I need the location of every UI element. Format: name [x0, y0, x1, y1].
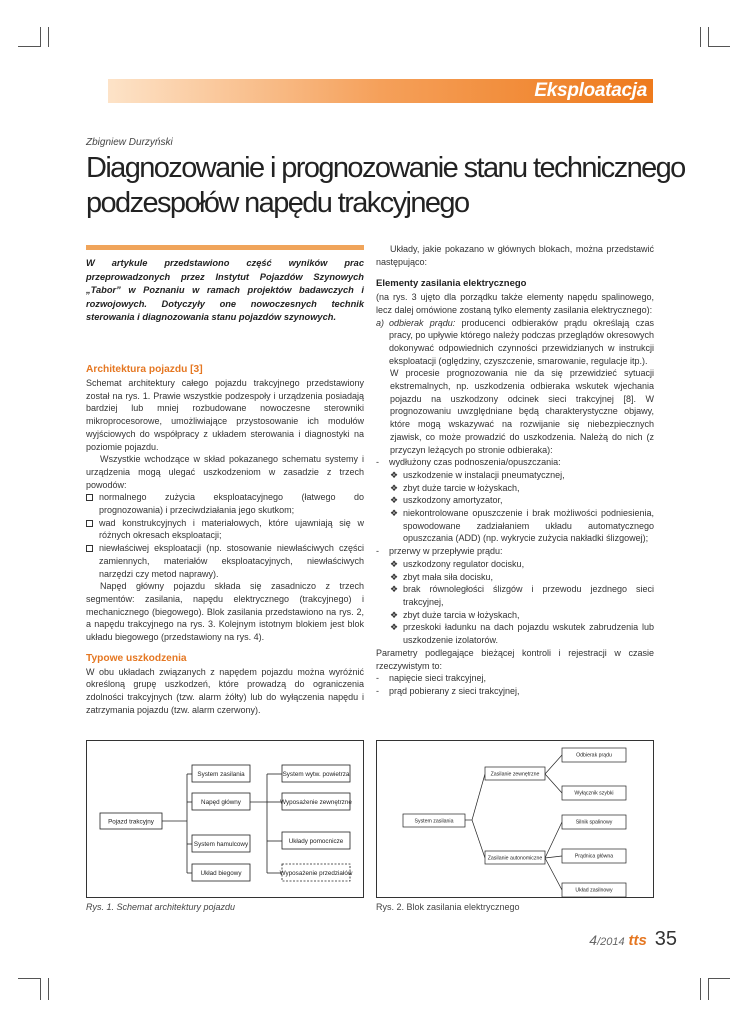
- list-item: - napięcie sieci trakcyjnej,: [376, 673, 487, 684]
- list-item: - przerwy w przepływie prądu:: [376, 546, 503, 557]
- list-item: ❖ zbyt duże tarcie w łożyskach,: [390, 482, 520, 493]
- list-item: a) odbierak prądu: producenci odbieraków prądu określają czas pracy, po upływie którego należy podczas przeglądów okresowych dokonywać odpowiednich czynności przewidzianych w instrukcji eksploatacji (oględziny, czyszczenie, smarowanie, regulacje itp.).: [376, 317, 655, 366]
- diamond-bullet-icon: ❖: [390, 495, 399, 506]
- crop-mark: [18, 978, 40, 979]
- checkbox-bullet-icon: [86, 545, 93, 552]
- crop-mark: [700, 27, 701, 47]
- diamond-bullet-icon: ❖: [390, 508, 399, 519]
- author: Zbigniew Durzyński: [86, 137, 173, 148]
- paragraph: Schemat architektury całego pojazdu trakcyjnego przedstawiony został na rys. 1. Prawie wszystkie podzespoły i urządzenia posiadają bardziej lub mniej rozbudowane nowoczesne sterowniki mikroprocesorowe, umożliwiające przystosowanie ich modułów wyjściowych do współpracy z układem sterowania i diagnostyki na poziomie pojazdu.: [86, 378, 364, 452]
- figure-1-diagram: [87, 741, 365, 899]
- crop-mark: [48, 978, 49, 1000]
- lead-paragraph: W artykule przedstawiono część wyników prac przeprowadzonych przez Instytut Pojazdów Szynowych „Tabor” w Poznaniu w ramach projektów badawczych i rozwojowych. Dotyczyły one nowoczesnych technik sterowania i diagnozowania stanu pojazdów szynowych.: [86, 258, 364, 322]
- figure-1-caption: Rys. 1. Schemat architektury pojazdu: [86, 902, 236, 912]
- paragraph: W procesie prognozowania nie da się przewidzieć sytuacji ekstremalnych, np. uszkodzenia odbieraka wskutek wjechania pojazdu na uszkodzony odcinek sieci trakcyjnej [8]. W prognozowaniu uwzględniane będą charakterystyczne objawy, które mogą wskazywać na rozwijanie się niebezpiecznych zjawisk, co może prowadzić do uszkodzenia. Należą do nich (z przyczyn leżących po stronie odbieraka):: [390, 368, 654, 455]
- list-item: ❖ brak równoległości ślizgów i przewodu jezdnego sieci trakcyjnej,: [390, 584, 654, 607]
- heading-typical-failures: Typowe uszkodzenia: [86, 652, 187, 664]
- heading-architecture: Architektura pojazdu [3]: [86, 364, 203, 375]
- left-column: [86, 363, 364, 717]
- paragraph: Układy, jakie pokazano w głównych blokach, można przedstawić następująco:: [376, 244, 654, 267]
- checkbox-bullet-icon: [86, 520, 93, 527]
- page-number: 35: [654, 928, 677, 950]
- right-column: [376, 243, 654, 698]
- list-item: ❖ niekontrolowane opuszczenie i brak możliwości podniesienia, spowodowane zadziałaniem układu automatycznego opuszczania (ADD) (np. wykrycie zużycia nakładki ślizgowej);: [390, 508, 654, 544]
- list-item: - prąd pobierany z sieci trakcyjnej,: [376, 685, 520, 696]
- heading-power-elements: Elementy zasilania elektrycznego: [376, 278, 527, 290]
- diamond-bullet-icon: ❖: [390, 571, 399, 582]
- fig1-node: System hamulcowy: [193, 841, 249, 848]
- fig1-node: Napęd główny: [201, 799, 241, 806]
- diamond-bullet-icon: ❖: [390, 482, 399, 493]
- list-item: ❖ uszkodzenie w instalacji pneumatycznej,: [390, 469, 565, 480]
- crop-mark: [708, 46, 730, 47]
- crop-mark: [708, 978, 709, 1000]
- diamond-bullet-icon: ❖: [390, 609, 399, 620]
- title-line: podzespołów napędu trakcyjnego: [86, 187, 469, 219]
- fig1-node: System zasilania: [197, 771, 245, 778]
- list-item: normalnego zużycia eksploatacyjnego (łatwego do prognozowania) i przeciwdziałania jego skutkom;: [86, 491, 364, 516]
- list-item: niewłaściwej eksploatacji (np. stosowanie niewłaściwych części zamiennych, materiałów eksploatacyjnych, niewłaściwych narzędzi czy metod naprawy).: [86, 542, 364, 580]
- title-line: Diagnozowanie i prognozowanie stanu technicznego: [86, 152, 685, 184]
- fig1-root: Pojazd trakcyjny: [108, 818, 154, 826]
- issue-year: /2014: [597, 936, 625, 948]
- list-item: ❖ zbyt duże tarcia w łożyskach,: [390, 609, 520, 620]
- magazine-logo: tts: [628, 932, 647, 949]
- fig2-node: Prądnica główna: [574, 853, 614, 860]
- page-footer: [589, 928, 677, 951]
- crop-mark: [40, 27, 41, 47]
- figure-2-diagram: [377, 741, 655, 899]
- checkbox-bullet-icon: [86, 494, 93, 501]
- figure-2-caption: Rys. 2. Blok zasilania elektrycznego: [376, 902, 520, 912]
- figure-2: [376, 740, 654, 898]
- fig1-node: System wytw. powietrza: [282, 771, 350, 778]
- issue-number: 4: [589, 932, 598, 948]
- fig2-node: Silnik spalinowy: [575, 819, 613, 826]
- diamond-bullet-icon: ❖: [390, 558, 399, 569]
- paragraph: Wszystkie wchodzące w skład pokazanego schematu systemy i urządzenia mogą ulegać uszkodzeniom w zasadzie z trzech powodów:: [86, 454, 364, 490]
- list-item: ❖ uszkodzony amortyzator,: [390, 495, 503, 506]
- crop-mark: [40, 978, 41, 1000]
- fig1-node: Układy pomocnicze: [288, 838, 344, 845]
- fig2-node: Zasilanie zewnętrzne: [490, 771, 540, 778]
- section-label: Eksploatacja: [534, 80, 647, 101]
- paragraph: Napęd główny pojazdu składa się zasadniczo z trzech segmentów: zasilania, napędu elektrycznego (trakcyjnego) i mechanicznego (biegowego). Blok zasilania przedstawiono na rys. 2, a napędu trakcyjnego na rys. 3. Kolejnym istotnym blokiem jest blok układu biegowego (przedstawiony na rys. 4).: [86, 581, 364, 643]
- fig2-node: Układ zasilnowy: [575, 887, 613, 894]
- crop-mark: [18, 46, 40, 47]
- diamond-bullet-icon: ❖: [390, 622, 399, 633]
- article-title: [86, 151, 686, 221]
- diamond-bullet-icon: ❖: [390, 584, 399, 595]
- list-item: ❖ przeskoki ładunku na dach pojazdu wskutek zabrudzenia lub uszkodzenie izolatorów.: [390, 622, 654, 646]
- lead-divider: [86, 245, 364, 250]
- paragraph: W obu układach związanych z napędem pojazdu można wyróżnić określoną grupę uszkodzeń, które prowadzą do ograniczenia zdolności trakcyjnych (tzw. alarm żółty) lub do wyłączenia napędu i zatrzymania pojazdu (tzw. alarm czerwony).: [86, 666, 364, 715]
- list-item: ❖ uszkodzony regulator docisku,: [390, 558, 525, 569]
- diamond-bullet-icon: ❖: [390, 469, 399, 480]
- paragraph: Parametry podlegające bieżącej kontroli i rejestracji w czasie rzeczywistym to:: [376, 647, 654, 671]
- crop-mark: [700, 978, 701, 1000]
- fig2-root: System zasilania: [414, 818, 454, 825]
- fig1-node: Wyposażenie przedziałów: [279, 870, 353, 877]
- fig1-node: Wyposażenie zewnętrzne: [280, 799, 352, 806]
- paragraph: (na rys. 3 ujęto dla porządku także elementy napędu spalinowego, lecz dalej omówione zostaną tylko elementy zasilania elektrycznego):: [376, 292, 654, 315]
- list-item: ❖ zbyt mała siła docisku,: [390, 571, 494, 582]
- fig2-node: Wyłącznik szybki: [574, 790, 614, 797]
- crop-mark: [48, 27, 49, 47]
- list-item: wad konstrukcyjnych i materiałowych, które ujawniają się w różnych okresach eksploatacji;: [86, 517, 364, 542]
- crop-mark: [708, 978, 730, 979]
- figure-1: [86, 740, 364, 898]
- fig2-node: Odbierak prądu: [576, 752, 612, 759]
- list-item: - wydłużony czas podnoszenia/opuszczania:: [376, 457, 561, 468]
- fig1-node: Układ biegowy: [200, 870, 242, 877]
- section-banner: [108, 79, 653, 103]
- crop-mark: [708, 27, 709, 47]
- fig2-node: Zasilanie autonomiczne: [487, 855, 543, 862]
